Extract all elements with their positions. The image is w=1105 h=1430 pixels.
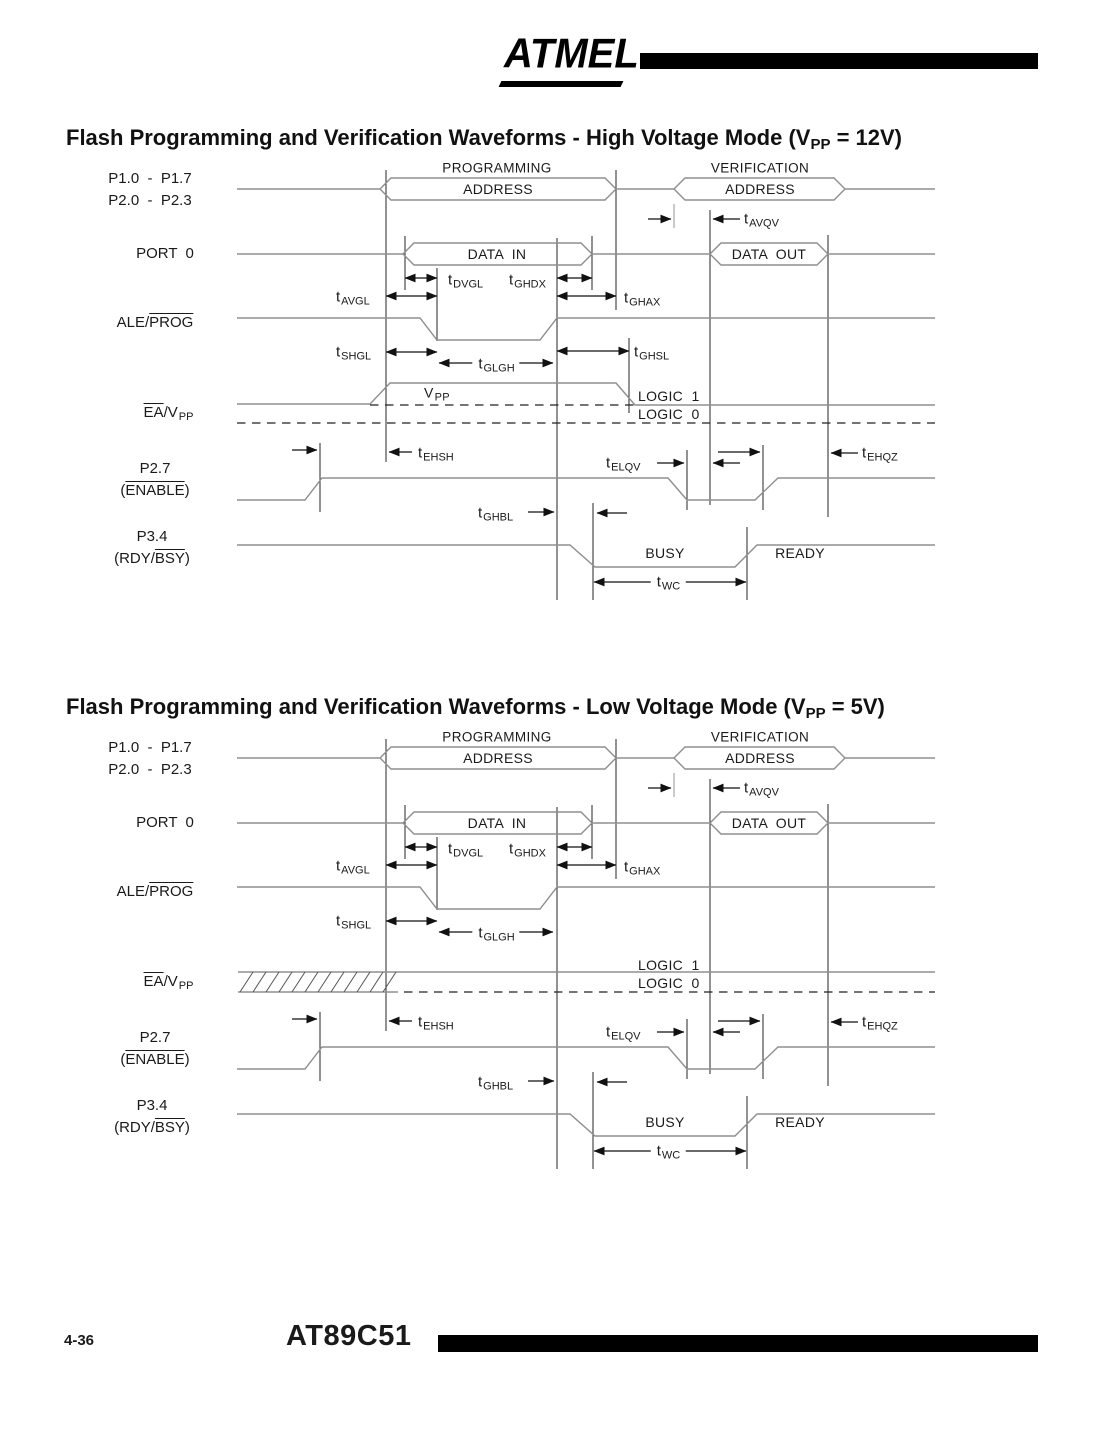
hv-ready-label: READY xyxy=(775,545,825,561)
lv-ale-pre: ALE/ xyxy=(116,883,150,900)
hv-verification-label: VERIFICATION xyxy=(710,160,810,176)
lv-t-ghdx-label xyxy=(509,840,546,860)
t-sub: GLGH xyxy=(483,931,515,944)
hv-ale-over: PROG xyxy=(149,314,194,331)
lv-verif-address-label: ADDRESS xyxy=(725,750,795,766)
hv-p34-line2 xyxy=(114,548,190,570)
hv-t-ghbl-label xyxy=(478,504,514,524)
t-prefix: t xyxy=(862,444,867,462)
hv-verif-address-label: ADDRESS xyxy=(725,181,795,197)
t-sub: EHQZ xyxy=(867,451,898,464)
t-sub: SHGL xyxy=(341,919,372,932)
page-number: 4-36 xyxy=(64,1332,95,1349)
t-sub: SHGL xyxy=(341,350,372,363)
hv-signal-ale-prog xyxy=(117,312,194,334)
lv-verification-label: VERIFICATION xyxy=(710,729,810,745)
lv-diagram-arrows xyxy=(292,788,858,1151)
t-sub: GHBL xyxy=(483,1080,514,1093)
hv-p27-post: ) xyxy=(184,482,190,499)
lv-signal-p27-enable xyxy=(120,1027,189,1071)
lv-t-glgh-label xyxy=(472,924,519,944)
t-sub: GLGH xyxy=(483,362,515,375)
lv-ale-over: PROG xyxy=(149,883,194,900)
footer-rule-bar xyxy=(438,1335,1038,1352)
t-sub: GHSL xyxy=(639,350,670,363)
hv-p27-pre: ( xyxy=(120,482,126,499)
hv-p34-line1: P3.4 xyxy=(136,528,168,545)
t-prefix: t xyxy=(624,289,629,307)
t-sub: DVGL xyxy=(453,847,484,860)
hv-signal-p1-p2 xyxy=(108,168,191,212)
hv-t-ghdx-label xyxy=(509,271,546,291)
lv-ready-label: READY xyxy=(775,1114,825,1130)
hv-prog-address-label: ADDRESS xyxy=(463,181,533,197)
lv-signal-p1-line1: P1.0 - P1.7 xyxy=(108,739,192,756)
hv-vpp-main: V xyxy=(424,384,434,401)
title-high-sub: PP xyxy=(810,136,831,153)
lv-signal-ale-prog xyxy=(117,881,194,903)
hv-t-ehqz-label xyxy=(862,444,898,464)
lv-t-elqv-label xyxy=(606,1023,641,1043)
t-sub: GHDX xyxy=(514,278,546,291)
hv-diagram-waveforms xyxy=(237,178,935,567)
t-sub: EHSH xyxy=(423,1020,454,1033)
t-sub: GHDX xyxy=(514,847,546,860)
lv-t-ehsh-label xyxy=(418,1013,454,1033)
t-prefix: t xyxy=(656,573,661,591)
hv-t-ehsh-label xyxy=(418,444,454,464)
hv-p27-over: ENABLE xyxy=(125,482,185,499)
t-prefix: t xyxy=(448,840,453,858)
lv-p34-post: ) xyxy=(184,1119,190,1136)
t-sub: AVQV xyxy=(749,217,779,230)
lv-t-avqv-label xyxy=(744,779,779,799)
hv-vpp-level-label xyxy=(424,384,450,404)
t-prefix: t xyxy=(448,271,453,289)
hv-t-glgh-label xyxy=(472,355,519,375)
t-sub: EHQZ xyxy=(867,1020,898,1033)
lv-prog-address-label: ADDRESS xyxy=(463,750,533,766)
atmel-logo-text: ATMEL xyxy=(504,30,639,78)
lv-logic0-label: LOGIC 0 xyxy=(638,975,700,991)
t-sub: EHSH xyxy=(423,451,454,464)
title-high-end: = 12V) xyxy=(830,125,903,150)
lv-signal-p1-p2 xyxy=(108,737,191,781)
t-sub: WC xyxy=(661,580,681,593)
lv-ea-mid: /V xyxy=(163,973,178,990)
hv-signal-p34-rdybsy xyxy=(114,526,190,570)
hv-signal-p1-line1: P1.0 - P1.7 xyxy=(108,170,192,187)
hv-ea-over: $\overline{EA}$ xyxy=(143,404,164,421)
lv-p34-line1: P3.4 xyxy=(136,1097,168,1114)
hv-t-ghax-label xyxy=(624,289,661,309)
t-sub: GHAX xyxy=(629,865,661,878)
hv-t-avqv-label xyxy=(744,210,779,230)
t-prefix: t xyxy=(418,444,423,462)
lv-t-shgl-label xyxy=(336,912,372,932)
hv-logic0-label: LOGIC 0 xyxy=(638,406,700,422)
lv-t-dvgl-label xyxy=(448,840,484,860)
t-prefix: t xyxy=(478,1073,483,1091)
t-prefix: t xyxy=(606,1023,611,1041)
hv-programming-label: PROGRAMMING xyxy=(442,160,552,176)
t-prefix: t xyxy=(336,912,341,930)
lv-data-in-label: DATA IN xyxy=(467,815,527,831)
lv-p34-over: $\overline{BSY}$ xyxy=(154,1119,185,1136)
lv-programming-label: PROGRAMMING xyxy=(442,729,552,745)
lv-ea-sub: PP xyxy=(178,980,194,992)
lv-t-wc-label xyxy=(651,1142,686,1162)
hv-p34-over: $\overline{BSY}$ xyxy=(154,550,185,567)
hv-ea-mid: /V xyxy=(163,404,178,421)
lv-p27-post: ) xyxy=(184,1051,190,1068)
t-prefix: t xyxy=(606,454,611,472)
hv-t-avgl-label xyxy=(336,288,370,308)
t-sub: WC xyxy=(661,1149,681,1162)
t-sub: ELQV xyxy=(611,461,641,474)
lv-data-out-label: DATA OUT xyxy=(731,815,807,831)
t-prefix: t xyxy=(336,288,341,306)
t-sub: AVQV xyxy=(749,786,779,799)
t-prefix: t xyxy=(656,1142,661,1160)
lv-t-ghax-label xyxy=(624,858,661,878)
hv-diagram-arrows xyxy=(292,219,858,582)
t-prefix: t xyxy=(634,343,639,361)
t-prefix: t xyxy=(509,271,514,289)
t-prefix: t xyxy=(336,857,341,875)
lv-t-ehqz-label xyxy=(862,1013,898,1033)
t-prefix: t xyxy=(744,210,749,228)
t-prefix: t xyxy=(624,858,629,876)
hv-signal-p27-enable xyxy=(120,458,189,502)
hv-data-in-label: DATA IN xyxy=(467,246,527,262)
lv-signal-ea-vpp xyxy=(144,971,193,993)
hv-vpp-sub: PP xyxy=(434,391,450,404)
lv-p34-line2 xyxy=(114,1117,190,1139)
t-prefix: t xyxy=(418,1013,423,1031)
lv-t-avgl-label xyxy=(336,857,370,877)
lv-ea-over: $\overline{EA}$ xyxy=(143,973,164,990)
t-sub: ELQV xyxy=(611,1030,641,1043)
part-number: AT89C51 xyxy=(286,1320,412,1352)
hv-p27-line2 xyxy=(120,480,189,502)
lv-p27-line1: P2.7 xyxy=(139,1029,171,1046)
hv-p34-pre: (RDY/ xyxy=(114,550,155,567)
hv-t-dvgl-label xyxy=(448,271,484,291)
hv-p34-post: ) xyxy=(184,550,190,567)
hv-signal-ea-vpp xyxy=(144,402,193,424)
t-prefix: t xyxy=(478,504,483,522)
hv-t-wc-label xyxy=(651,573,686,593)
lv-t-ghbl-label xyxy=(478,1073,514,1093)
hv-t-shgl-label xyxy=(336,343,372,363)
hv-p27-line1: P2.7 xyxy=(139,460,171,477)
hv-t-elqv-label xyxy=(606,454,641,474)
title-low-sub: PP xyxy=(805,705,826,722)
lv-signal-p1-line2: P2.0 - P2.3 xyxy=(108,761,192,778)
lv-p27-pre: ( xyxy=(120,1051,126,1068)
hv-signal-port0: PORT 0 xyxy=(136,245,194,262)
t-sub: AVGL xyxy=(341,295,370,308)
title-low-main: Flash Programming and Verification Waveforms - Low Voltage Mode (V xyxy=(66,694,806,719)
t-prefix: t xyxy=(478,355,483,373)
hv-ea-sub: PP xyxy=(178,411,194,423)
hv-logic1-label: LOGIC 1 xyxy=(638,388,700,404)
hv-signal-p1-line2: P2.0 - P2.3 xyxy=(108,192,192,209)
title-high-main: Flash Programming and Verification Waveforms - High Voltage Mode (V xyxy=(66,125,811,150)
title-low-end: = 5V) xyxy=(825,694,885,719)
t-prefix: t xyxy=(478,924,483,942)
lv-p27-line2 xyxy=(120,1049,189,1071)
lv-logic1-label: LOGIC 1 xyxy=(638,957,700,973)
lv-diagram-waveforms xyxy=(237,747,935,1136)
lv-signal-p34-rdybsy xyxy=(114,1095,190,1139)
t-sub: AVGL xyxy=(341,864,370,877)
lv-busy-label: BUSY xyxy=(645,1114,685,1130)
lv-diagram-reference-lines xyxy=(320,739,828,1169)
hv-ale-pre: ALE/ xyxy=(116,314,150,331)
lv-p34-pre: (RDY/ xyxy=(114,1119,155,1136)
hv-data-out-label: DATA OUT xyxy=(731,246,807,262)
hv-diagram-reference-lines xyxy=(320,170,828,600)
t-prefix: t xyxy=(744,779,749,797)
hv-busy-label: BUSY xyxy=(645,545,685,561)
t-prefix: t xyxy=(862,1013,867,1031)
t-sub: GHBL xyxy=(483,511,514,524)
lv-signal-port0: PORT 0 xyxy=(136,814,194,831)
t-prefix: t xyxy=(336,343,341,361)
t-prefix: t xyxy=(509,840,514,858)
t-sub: DVGL xyxy=(453,278,484,291)
t-sub: GHAX xyxy=(629,296,661,309)
hv-t-ghsl-label xyxy=(634,343,670,363)
lv-p27-over: ENABLE xyxy=(125,1051,185,1068)
